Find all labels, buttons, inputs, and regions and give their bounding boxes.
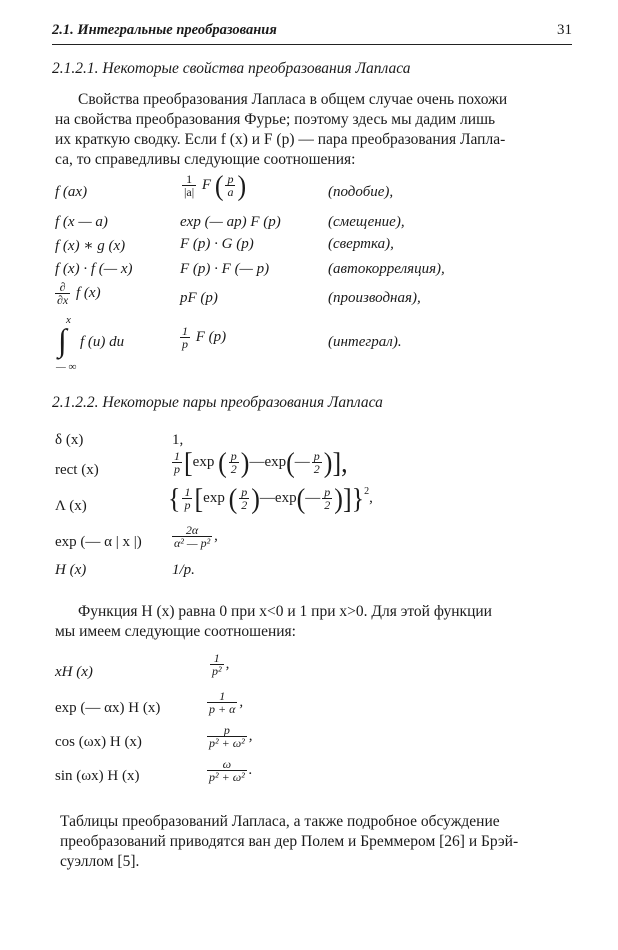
- integral-lower-limit: — ∞: [56, 361, 77, 373]
- property-lhs: [53, 281, 101, 306]
- pair-lhs: δ (x): [55, 432, 84, 448]
- page-number: 31: [557, 22, 572, 38]
- running-header: [52, 22, 572, 45]
- heaviside-lhs: cos (ωx) H (x): [55, 734, 142, 750]
- property-name: (свертка),: [328, 236, 394, 252]
- frac-num: 1: [186, 172, 193, 186]
- property-lhs: f (x) · f (— x): [55, 261, 133, 277]
- paragraph-line: Функция H (x) равна 0 при x<0 и 1 при x>0. Для этой функции: [78, 603, 492, 620]
- section-title-pairs: 2.1.2.2. Некоторые пары преобразования Лапласа: [52, 394, 383, 411]
- property-rhs: F (p) · F (— p): [180, 261, 270, 277]
- paragraph-line: Таблицы преобразований Лапласа, а также подробное обсуждение: [60, 813, 500, 830]
- frac-num: 1: [213, 651, 220, 665]
- frac-num: ω: [222, 757, 232, 771]
- pair-rhs: 1/p.: [172, 562, 195, 578]
- superscript: 2: [364, 486, 370, 497]
- bracket-open: [: [184, 446, 193, 478]
- pair-rhs-triangle: { $\frac{1}{p}$ [exp ( $\frac{p}{2}$ )—exp(— $\frac{p}{2}$ )]}$^2$,: [168, 482, 373, 514]
- property-name: (автокорреляция),: [328, 261, 445, 277]
- frac-den: p²: [212, 664, 222, 678]
- comma: ,: [239, 693, 244, 710]
- property-rhs: $\frac{1}{|a|}$ F ( $\frac{p}{a}$ ): [184, 169, 247, 201]
- frac-num: ∂: [59, 280, 66, 294]
- property-rhs: F (p) · G (p): [180, 236, 254, 252]
- integral-sign: ∫: [58, 322, 67, 358]
- frac-num: 1: [182, 324, 188, 338]
- func-name: F: [201, 176, 212, 193]
- comma: ,: [248, 727, 253, 744]
- comma: ,: [369, 490, 373, 506]
- property-name: (интеграл).: [328, 334, 402, 350]
- pair-lhs: rect (x): [55, 462, 99, 478]
- integral-upper-limit: x: [66, 314, 71, 326]
- heaviside-rhs: [205, 690, 243, 715]
- frac-num: p: [230, 449, 237, 463]
- paragraph-line: преобразований приводятся ван дер Полем и Бреммером [26] и Брэй-: [60, 833, 519, 850]
- heaviside-lhs: sin (ωx) H (x): [55, 768, 140, 784]
- brace-close: }: [351, 482, 365, 514]
- pair-rhs: [170, 524, 218, 549]
- paragraph-line: их краткую сводку. Если f (x) и F (p) — пара преобразования Лапла-: [55, 131, 506, 148]
- frac-den: 2: [230, 462, 237, 476]
- bracket-close: ],: [332, 446, 348, 478]
- pair-lhs: H (x): [55, 562, 87, 578]
- paragraph-line: на свойства преобразования Фурье; поэтому здесь мы дадим лишь: [55, 111, 496, 128]
- rhs-func: F (p): [195, 328, 227, 345]
- paragraph-line: Свойства преобразования Лапласа в общем случае очень похожи: [78, 91, 508, 108]
- heaviside-lhs: xH (x): [55, 664, 93, 680]
- property-lhs: f (ax): [55, 184, 88, 200]
- heaviside-rhs: [208, 652, 229, 677]
- heaviside-lhs: exp (— αx) H (x): [55, 700, 161, 716]
- derivative-function: f (x): [76, 284, 101, 301]
- property-name: (смещение),: [328, 214, 405, 230]
- frac-den: ∂x: [57, 293, 69, 307]
- property-lhs: f (x) ∗ g (x): [55, 238, 126, 254]
- frac-num: 1: [174, 449, 180, 463]
- frac-den: α² — p²: [174, 536, 211, 550]
- property-name: (подобие),: [328, 184, 394, 200]
- neg-sign: —: [294, 453, 310, 470]
- frac-num: 1: [219, 689, 226, 703]
- heaviside-rhs: [205, 758, 253, 783]
- frac-den: p + α: [209, 702, 236, 716]
- header-section-title: 2.1. Интегральные преобразования: [52, 22, 277, 38]
- frac-num: 2α: [185, 523, 199, 537]
- frac-num: p: [223, 723, 230, 737]
- property-rhs: pF (p): [180, 290, 218, 306]
- pair-rhs: 1,: [172, 432, 184, 448]
- frac-den: p² + ω²: [209, 736, 245, 750]
- frac-num: p: [227, 172, 234, 186]
- comma: ,: [214, 527, 218, 544]
- exp-term: exp: [192, 453, 215, 470]
- pair-lhs: Λ (x): [55, 498, 87, 514]
- frac-den: p: [174, 462, 180, 476]
- brace-open: {: [168, 482, 181, 514]
- property-rhs: [178, 325, 226, 350]
- comma: ,: [225, 655, 230, 672]
- property-name: (производная),: [328, 290, 421, 306]
- paragraph-line: мы имеем следующие соотношения:: [55, 623, 296, 640]
- pair-rhs-rect: $\frac{1}{p}$ [exp ( $\frac{p}{2}$ )—exp(— $\frac{p}{2}$ )],: [174, 446, 348, 478]
- paragraph-line: суэллом [5].: [60, 853, 140, 870]
- pair-lhs: exp (— α | x |): [55, 534, 142, 550]
- section-title-properties: 2.1.2.1. Некоторые свойства преобразования Лапласа: [52, 60, 411, 77]
- heaviside-rhs: [205, 724, 253, 749]
- property-rhs: exp (— ap) F (p): [180, 214, 281, 230]
- frac-den: |a|: [184, 185, 195, 199]
- frac-den: p: [182, 337, 188, 351]
- period: .: [248, 761, 253, 778]
- property-lhs: f (x — a): [55, 214, 108, 230]
- frac-den: a: [227, 185, 234, 199]
- paragraph-line: са, то справедливы следующие соотношения:: [55, 151, 356, 168]
- integral-integrand: f (u) du: [80, 334, 125, 350]
- minus-exp: —exp: [249, 453, 287, 470]
- frac-den: p² + ω²: [209, 770, 245, 784]
